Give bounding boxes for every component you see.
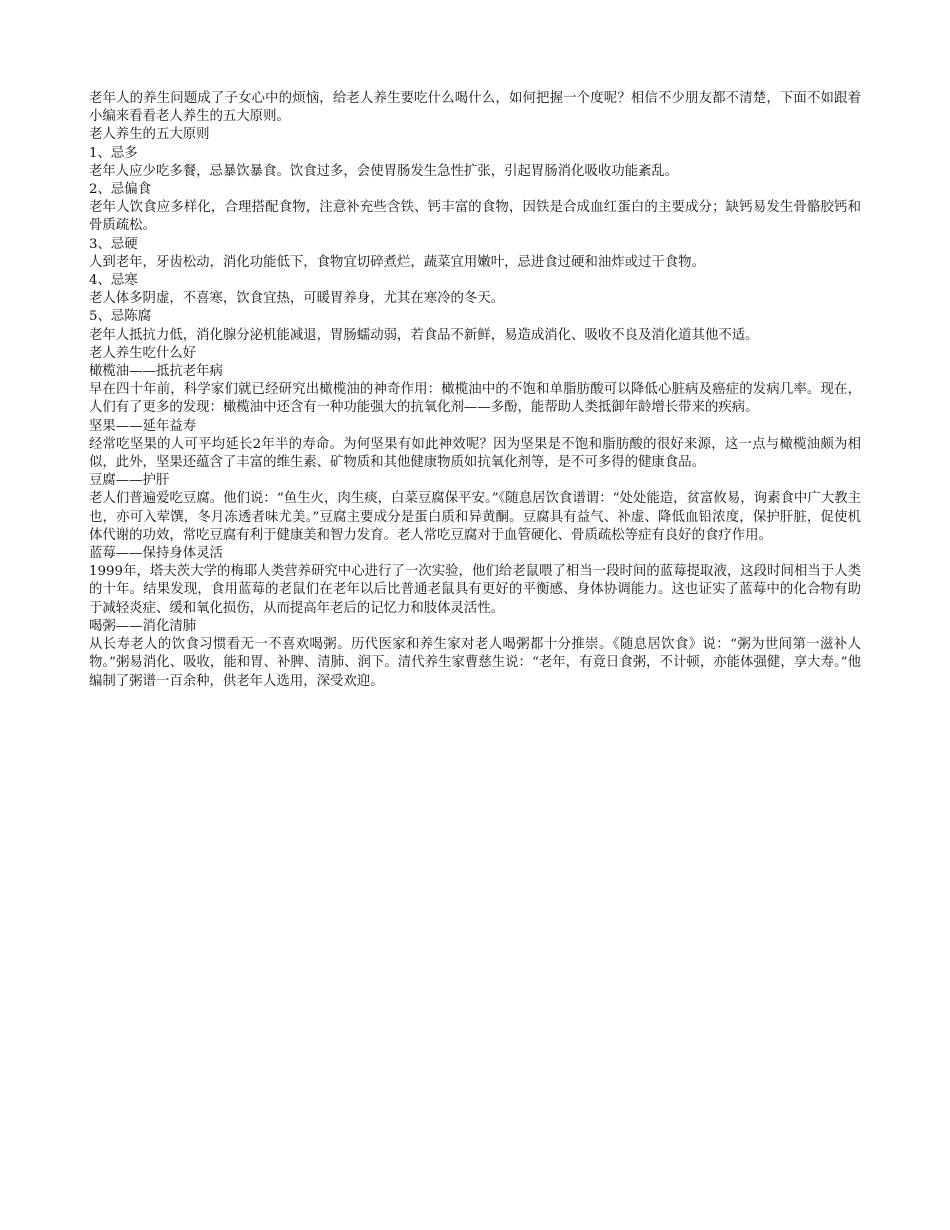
intro-paragraph: 老年人的养生问题成了子女心中的烦恼，给老人养生要吃什么喝什么，如何把握一个度呢？相信不少朋友都不清楚，下面不如跟着小编来看看老人养生的五大原则。 (89, 91, 861, 125)
food-title-blueberry: 蓝莓——保持身体灵活 (89, 546, 223, 562)
section-heading-principles: 老人养生的五大原则 (89, 127, 210, 143)
food-text-porridge: 从长寿老人的饮食习惯看无一不喜欢喝粥。历代医家和养生家对老人喝粥都十分推崇。《随息居饮食》说：“粥为世间第一滋补人物。”粥易消化、吸收，能和胃、补脾、清肺、润下。清代养生家曹慈生说：“老年，有竟日食粥，不计顿，亦能体强健，享大寿。”他编制了粥谱一百余种，供老年人选用，深受欢迎。 (89, 637, 861, 689)
food-title-nuts: 坚果——延年益寿 (89, 418, 197, 434)
principle-text-3: 人到老年，牙齿松动，消化功能低下，食物宜切碎煮烂，蔬菜宜用嫩叶，忌进食过硬和油炸或过干食物。 (89, 254, 705, 270)
section-heading-foods: 老人养生吃什么好 (89, 345, 197, 361)
article (89, 90, 861, 691)
food-title-tofu: 豆腐——护肝 (89, 473, 170, 489)
principle-text-1: 老年人应少吃多餐，忌暴饮暴食。饮食过多，会使胃肠发生急性扩张，引起胃肠消化吸收功能紊乱。 (89, 163, 679, 179)
principle-title-4: 4、忌寒 (89, 273, 138, 289)
principle-text-4: 老人体多阴虚，不喜寒，饮食宜热，可暖胃养身，尤其在寒冷的冬天。 (89, 291, 505, 307)
principle-title-3: 3、忌硬 (89, 236, 138, 252)
food-title-porridge: 喝粥——消化清肺 (89, 618, 197, 634)
principle-text-2: 老年人饮食应多样化，合理搭配食物，注意补充些含铁、钙丰富的食物，因铁是合成血红蛋白的主要成分；缺钙易发生骨骼胶钙和骨质疏松。 (89, 200, 861, 234)
food-text-blueberry: 1999年，塔夫茨大学的梅耶人类营养研究中心进行了一次实验，他们给老鼠喂了相当一段时间的蓝莓提取液，这段时间相当于人类的十年。结果发现，食用蓝莓的老鼠们在老年以后比普通老鼠具有更好的平衡感、身体协调能力。这也证实了蓝莓中的化合物有助于减轻炎症、缓和氧化损伤，从而提高年老后的记忆力和肢体灵活性。 (89, 564, 861, 616)
principle-title-1: 1、忌多 (89, 145, 138, 161)
food-text-tofu: 老人们普遍爱吃豆腐。他们说：“鱼生火，肉生痰，白菜豆腐保平安。”《随息居饮食谱谓：“处处能造，贫富攸易，询素食中广大教主也，亦可入荤馔，冬月冻透者味尤美。”豆腐主要成分是蛋白质和异黄酮。豆腐具有益气、补虚、降低血铅浓度，保护肝脏，促使机体代谢的功效，常吃豆腐有利于健康美和智力发育。老人常吃豆腐对于血管硬化、骨质疏松等症有良好的食疗作用。 (89, 491, 861, 543)
principle-text-5: 老年人抵抗力低，消化腺分泌机能减退，胃肠蠕动弱，若食品不新鲜，易造成消化、吸收不良及消化道其他不适。 (89, 327, 759, 343)
principle-title-5: 5、忌陈腐 (89, 309, 152, 325)
principle-title-2: 2、忌偏食 (89, 182, 152, 198)
food-title-olive-oil: 橄榄油——抵抗老年病 (89, 364, 223, 380)
food-text-nuts: 经常吃坚果的人可平均延长2年半的寿命。为何坚果有如此神效呢？因为坚果是不饱和脂肪酸的很好来源，这一点与橄榄油颇为相似，此外，坚果还蕴含了丰富的维生素、矿物质和其他健康物质如抗氧化剂等，是不可多得的健康食品。 (89, 436, 861, 471)
food-text-olive-oil: 早在四十年前，科学家们就已经研究出橄榄油的神奇作用：橄榄油中的不饱和单脂肪酸可以降低心脏病及癌症的发病几率。现在，人们有了更多的发现：橄榄油中还含有一种功能强大的抗氧化剂——多酚，能帮助人类抵御年龄增长带来的疾病。 (89, 382, 861, 416)
